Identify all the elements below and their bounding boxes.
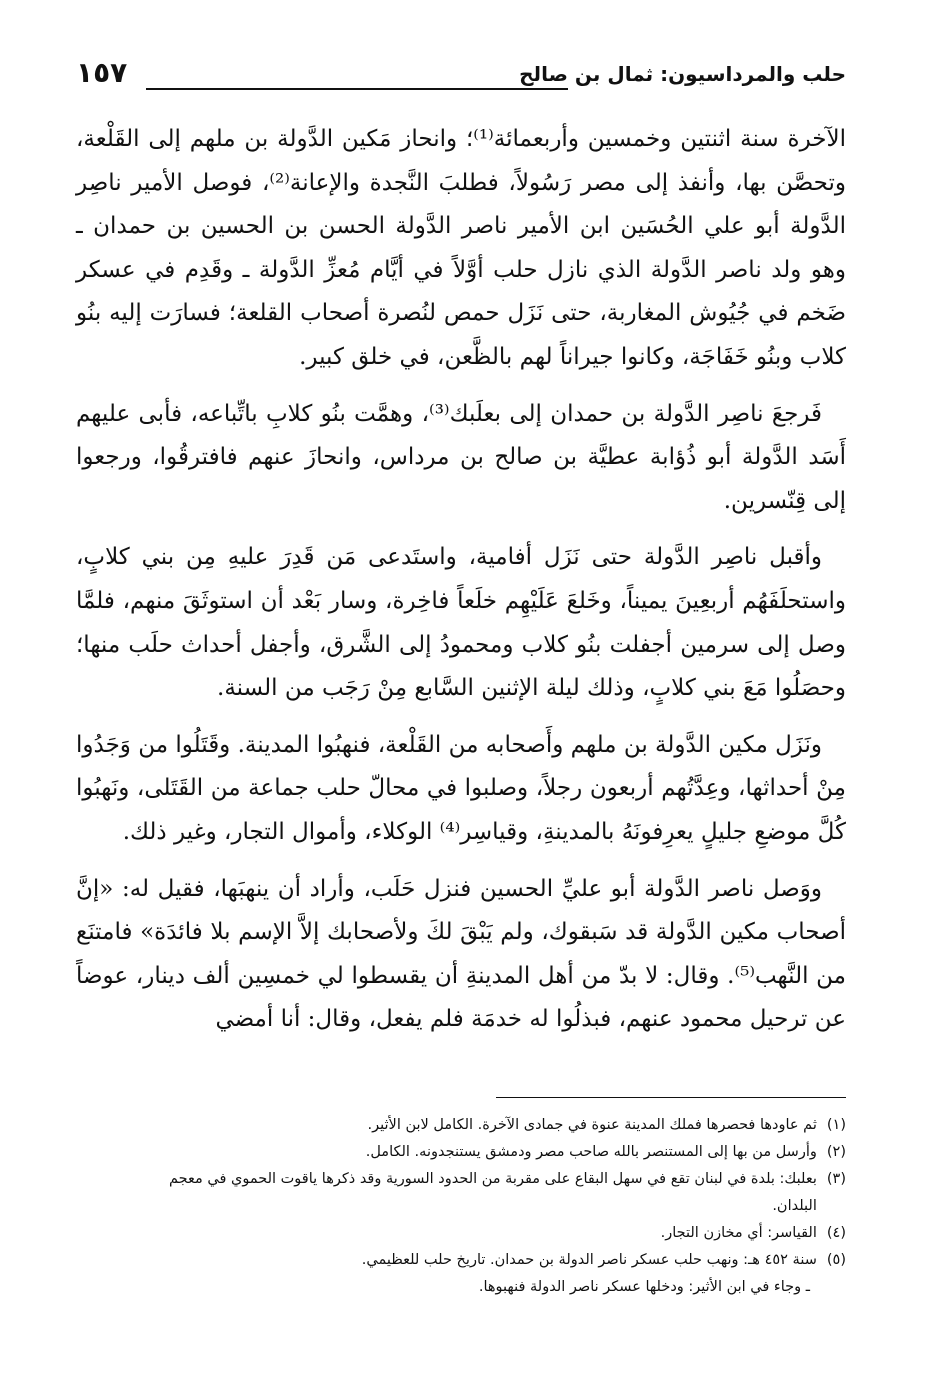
- footnote: [120, 1139, 846, 1166]
- paragraph: الآخرة سنة اثنتين وخمسين وأربعمائة⁽¹⁾؛ وانحاز مَكين الدَّولة بن ملهم إلى القَلْعة، وتحصَّن بها، وأنفذ إلى مصر رَسُولاً، فطلبَ النَّجدة والإعانة⁽²⁾، فوصل الأمير ناصِر الدَّولة أبو علي الحُسَين ابن الأمير ناصر الدَّولة الحسن بن الحسين بن حمدان ـ وهو ولد ناصر الدَّولة الذي نازل حلب أوَّلاً في أيَّام مُعزِّ الدَّولة ـ وقَدِم في عسكر ضَخم في جُيُوش المغاربة، حتى نَزَل حمص لنُصرة أصحاب القلعة؛ فسارَت إليه بنُو كلاب وبنُو خَفَاجَة، وكانوا جيراناً لهم بالظَّعن، في خلق كبير.: [76, 126, 847, 370]
- footnote-text: بعلبك: بلدة في لبنان تقع في سهل البقاع على مقربة من الحدود السورية وقد ذكرها ياقوت الحموي في معجم البلدان.: [169, 1171, 817, 1214]
- footnote-text: ثم عاودها فحصرها فملك المدينة عنوة في جمادى الآخرة. الكامل لابن الأثير.: [367, 1117, 817, 1133]
- footnote: [120, 1112, 846, 1139]
- footnote-number: (٢): [826, 1144, 846, 1160]
- paragraph: ونَزَل مكين الدَّولة بن ملهم وأَصحابه من القَلْعة، فنهبُوا المدينة. وقَتَلُوا من وَجَدُوا مِنْ أحداثها، وعِدَّتُهم أربعون رجلاً، وصلبوا في محالّ حلب جماعة من القَتَلى، ونَهبُوا كُلَّ موضعِ جليلٍ يعرِفونَهُ بالمدينةِ، وقياسِر⁽⁴⁾ الوكلاء، وأموال التجار، وغير ذلك.: [76, 731, 846, 845]
- footnote-text: القياسر: أي مخازن التجار.: [660, 1225, 817, 1241]
- footnote: [120, 1247, 846, 1274]
- running-title: حلب والمرداسيون: ثمال بن صالح: [519, 62, 846, 86]
- page-number: ١٥٧: [76, 56, 128, 89]
- footnote-text: سنة ٤٥٢ هـ: ونهب حلب عسكر ناصر الدولة بن حمدان. تاريخ حلب للعظيمي.: [361, 1252, 817, 1268]
- footnote-number: (١): [826, 1117, 846, 1133]
- footnote-continuation: ـ وجاء في ابن الأثير: ودخلها عسكر ناصر الدولة فنهبوها.: [478, 1279, 810, 1295]
- header-rule: [146, 88, 568, 90]
- footnote: [120, 1220, 846, 1247]
- main-text: [76, 118, 846, 1055]
- paragraph: فَرجعَ ناصِر الدَّولة بن حمدان إلى بعلَبك⁽³⁾، وهمَّت بنُو كلابِ باتِّباعه، فأبى عليهم أَسَد الدَّولة أبو ذُؤابة عطيَّة بن صالح بن مرداس، وانحازَ عنهم فافترقُوا، ورجعوا إلى قِنّسرين.: [76, 400, 846, 514]
- footnote-separator: [496, 1097, 846, 1098]
- footnote: [120, 1166, 846, 1220]
- page-header: [76, 56, 846, 98]
- footnote-number: (٥): [826, 1252, 846, 1268]
- footnote-number: (٣): [826, 1171, 846, 1187]
- paragraph: ووَصل ناصر الدَّولة أبو عليِّ الحسين فنزل حَلَب، وأراد أن ينهبَها، فقيل له: «إنَّ أصحاب مكين الدَّولة قد سَبقوك، ولم يَبْقَ لكَ ولأصحابك إلاَّ الإسم بلا فائدَة» فامتنَع من النَّهب⁽⁵⁾. وقال: لا بدّ من أهل المدينةِ أن يقسطوا لي خمسِين ألف دينار، عوضاً عن ترحيل محمود عنهم، فبذلُوا له خدمَة فلم يفعل، وقال: أنا أمضي: [76, 875, 846, 1033]
- paragraph: وأقبل ناصِر الدَّولة حتى نَزَل أفامية، واستَدعى مَن قَدِرَ عليهِ مِن بني كلابٍ، واستحلَفَهُم أربعِينَ يميناً، وخَلعَ عَلَيْهِم خلَعاً فاخِرة، وسار بَعْد أن استوثَقَ منهم، فلمَّا وصل إلى سرمين أجفلت بنُو كلاب ومحمودُ إلى الشَّرق، وأجفل أحداث حلَب منها؛ وحصَلُوا مَعَ بني كلابٍ، وذلك ليلة الإثنين السَّابع مِنْ رَجَب من السنة.: [76, 544, 846, 702]
- footnote-text: وأرسل من بها إلى المستنصر بالله صاحب مصر ودمشق يستنجدونه. الكامل.: [365, 1144, 817, 1160]
- footnotes: [120, 1112, 846, 1301]
- footnote-number: (٤): [826, 1225, 846, 1241]
